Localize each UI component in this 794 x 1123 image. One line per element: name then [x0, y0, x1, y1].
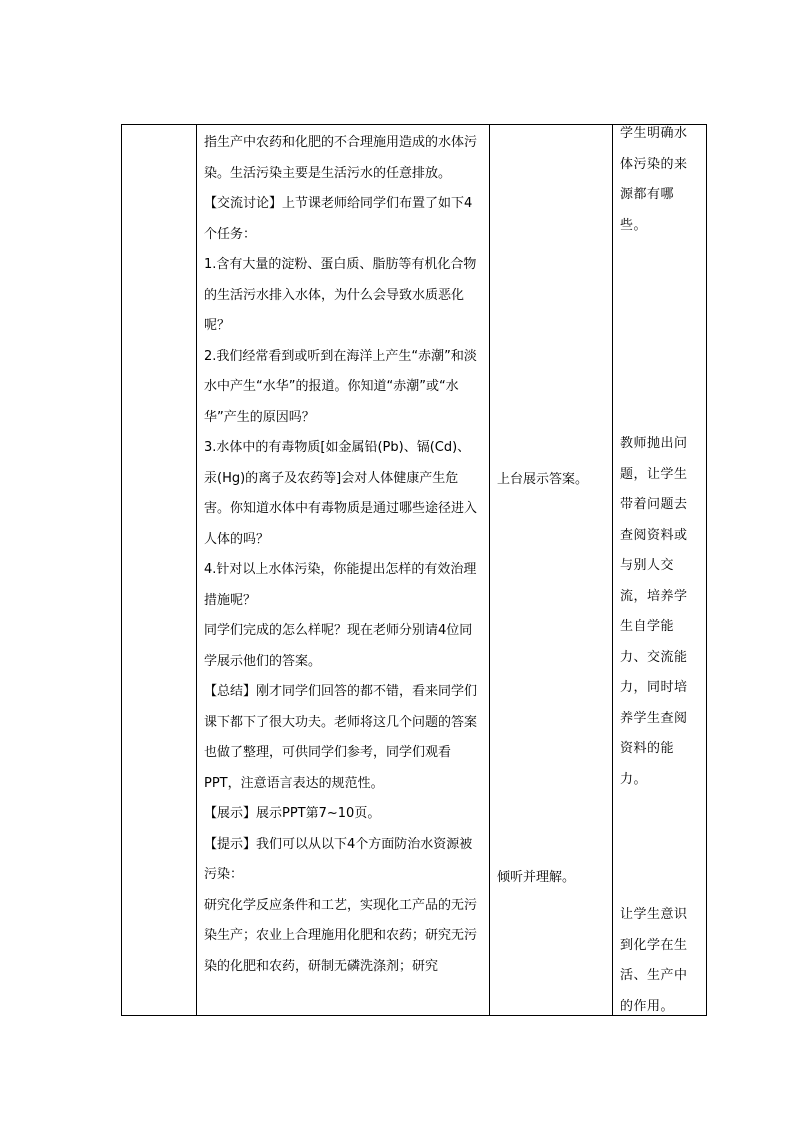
- paragraph: 1.含有大量的淀粉、蛋白质、脂肪等有机化合物的生活污水排入水体，为什么会导致水质恶化呢？: [204, 257, 477, 333]
- lesson-plan-table: [121, 124, 707, 1016]
- design-intent-2: 教师抛出问题，让学生带着问题去查阅资料或与别人交流，培养学生自学能力、交流能力，同时培养学生查阅资料的能力。: [620, 436, 688, 787]
- teacher-activity-text: [197, 125, 489, 982]
- student-activity-1: 上台展示答案。: [497, 472, 589, 487]
- teacher-activity-cell: [197, 125, 490, 1016]
- paragraph: 【交流讨论】上节课老师给同学们布置了如下4个任务：: [204, 196, 473, 242]
- student-activity-2: 倾听并理解。: [497, 870, 576, 885]
- paragraph: 研究化学反应条件和工艺，实现化工产品的无污染生产；农业上合理施用化肥和农药；研究无污染的化肥和农药，研制无磷洗涤剂；研究: [204, 897, 478, 974]
- table-row: [122, 125, 707, 1016]
- paragraph: 指生产中农药和化肥的不合理施用造成的水体污染。生活污染主要是生活污水的任意排放。: [204, 135, 478, 181]
- paragraph: 【提示】我们可以从以下4个方面防治水资源被污染：: [204, 836, 473, 882]
- design-intent-3: 让学生意识到化学在生活、生产中的作用。: [620, 907, 688, 1014]
- paragraph: 【展示】展示PPT第7~10页。: [204, 806, 381, 821]
- stage-cell: [122, 125, 197, 1016]
- student-activity-cell: [490, 125, 613, 1016]
- paragraph: 2.我们经常看到或听到在海洋上产生“赤潮”和淡水中产生“水华”的报道。你知道“赤潮”或“水华”产生的原因吗？: [204, 348, 477, 425]
- paragraph: 【总结】刚才同学们回答的都不错，看来同学们课下都下了很大功夫。老师将这几个问题的答案也做了整理，可供同学们参考，同学们观看PPT，注意语言表达的规范性。: [204, 684, 478, 791]
- design-intent-cell: [613, 125, 707, 1016]
- paragraph: 4.针对以上水体污染，你能提出怎样的有效治理措施呢？: [204, 562, 477, 608]
- paragraph: 3.水体中的有毒物质[如金属铅(Pb)、镉(Cd)、汞(Hg)的离子及农药等]会对人体健康产生危害。你知道水体中有毒物质是通过哪些途径进入人体的吗？: [204, 440, 478, 547]
- design-intent-1: 学生明确水体污染的来源都有哪些。: [620, 126, 688, 233]
- paragraph: 同学们完成的怎么样呢？现在老师分别请4位同学展示他们的答案。: [204, 623, 473, 669]
